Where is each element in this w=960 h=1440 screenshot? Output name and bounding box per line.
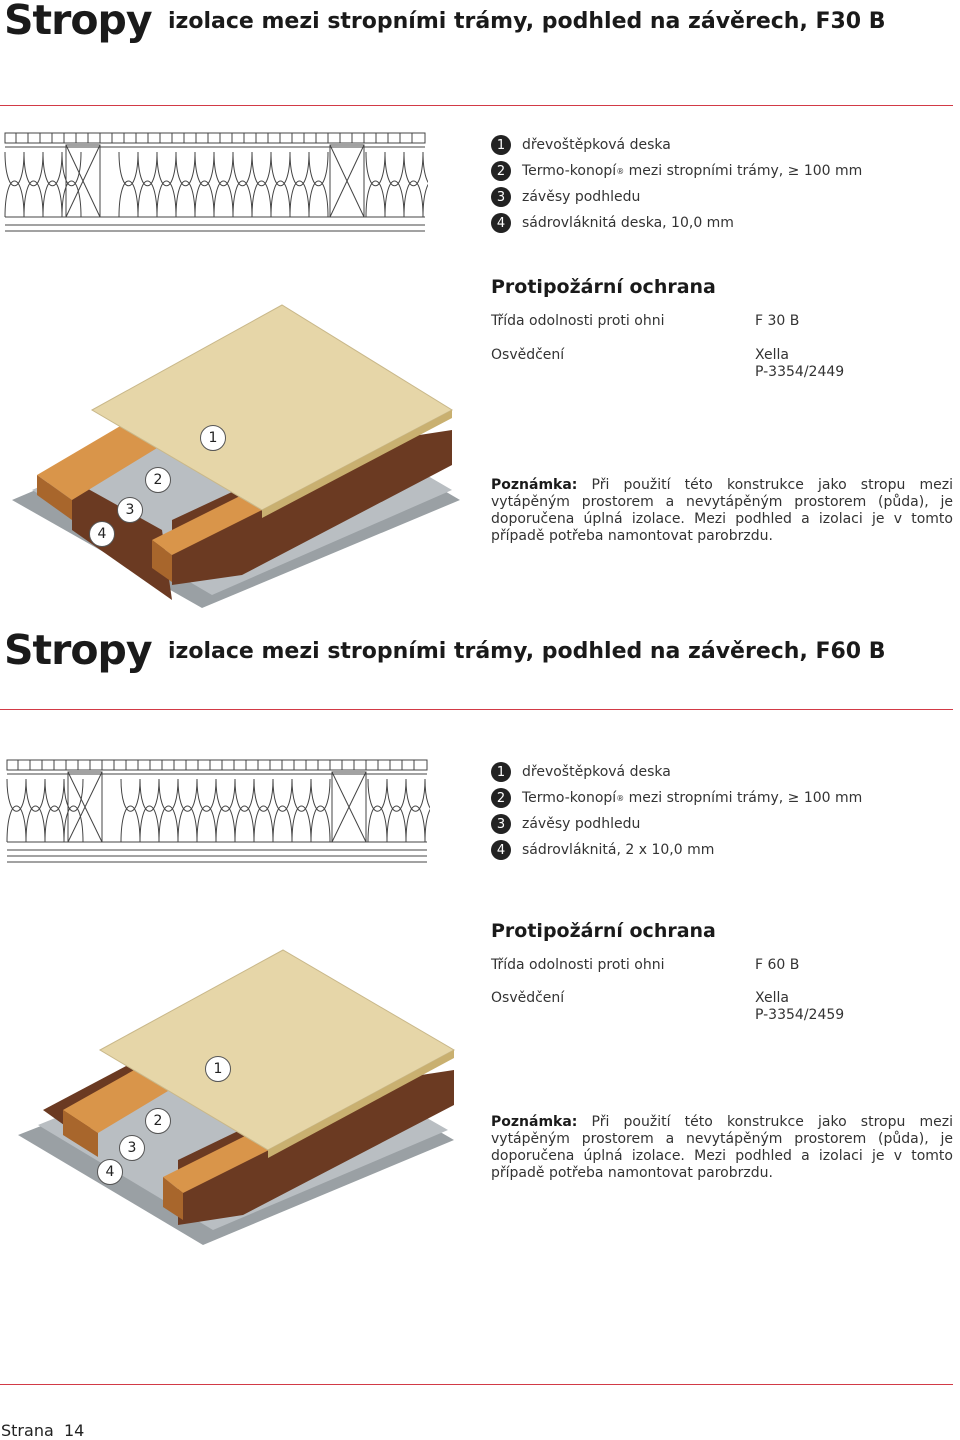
- fire-class-value: F 30 B: [755, 313, 800, 329]
- divider: [0, 709, 953, 710]
- number-badge: 1: [491, 762, 511, 782]
- callout-badge: 4: [89, 521, 115, 547]
- cross-section-drawing: [4, 132, 428, 234]
- note: Poznámka: Při použití této konstrukce jako stropu mezi vytápěným prostorem a nevytápěným prostorem (půda), je doporučena úplná izolace. Mezi podhled a izolaci je v tomto případě potřeba namontovat parobrzdu.: [491, 477, 953, 544]
- certificate-label: Osvědčení: [491, 990, 565, 1006]
- callout-badge: 1: [200, 425, 226, 451]
- callout-badge: 2: [145, 467, 171, 493]
- legend-item: 3 závěsy podhledu: [491, 184, 862, 210]
- page-footer: Strana 14: [1, 1421, 85, 1440]
- divider: [0, 105, 953, 106]
- number-badge: 4: [491, 840, 511, 860]
- divider: [0, 1384, 953, 1385]
- fire-class-label: Třída odolnosti proti ohni: [491, 313, 665, 329]
- legend-item: 1 dřevoštěpková deska: [491, 759, 862, 785]
- callout-badge: 4: [97, 1159, 123, 1185]
- section-heading: Stropy: [4, 0, 152, 44]
- section-subtitle: izolace mezi stropními trámy, podhled na závěrech, F60 B: [168, 639, 886, 664]
- legend-item: 1 dřevoštěpková deska: [491, 132, 862, 158]
- legend-item: 4 sádrovláknitá, 2 x 10,0 mm: [491, 837, 862, 863]
- cross-section-drawing: [6, 759, 430, 865]
- section-subtitle: izolace mezi stropními trámy, podhled na závěrech, F30 B: [168, 9, 886, 34]
- fire-protection-title: Protipožární ochrana: [491, 920, 716, 942]
- callout-badge: 3: [117, 497, 143, 523]
- fire-class-label: Třída odolnosti proti ohni: [491, 957, 665, 973]
- number-badge: 2: [491, 788, 511, 808]
- number-badge: 3: [491, 187, 511, 207]
- legend-item: 2 Termo-konopí ® mezi stropními trámy, ≥ 100 mm: [491, 158, 862, 184]
- isometric-illustration: [12, 300, 462, 610]
- fire-protection-title: Protipožární ochrana: [491, 276, 716, 298]
- callout-badge: 3: [119, 1135, 145, 1161]
- callout-badge: 1: [205, 1056, 231, 1082]
- callout-badge: 2: [145, 1108, 171, 1134]
- certificate-number: P-3354/2459: [755, 1007, 845, 1023]
- legend-item: 4 sádrovláknitá deska, 10,0 mm: [491, 210, 862, 236]
- number-badge: 3: [491, 814, 511, 834]
- certificate-number: P-3354/2449: [755, 364, 845, 380]
- number-badge: 1: [491, 135, 511, 155]
- certificate-value: Xella: [755, 347, 789, 363]
- fire-class-value: F 60 B: [755, 957, 800, 973]
- number-badge: 2: [491, 161, 511, 181]
- note: Poznámka: Při použití této konstrukce jako stropu mezi vytápěným prostorem a nevytápěným prostorem (půda), je doporučena úplná izolace. Mezi podhled a izolaci je v tomto případě potřeba namontovat parobrzdu.: [491, 1114, 953, 1181]
- certificate-value: Xella: [755, 990, 789, 1006]
- certificate-label: Osvědčení: [491, 347, 565, 363]
- legend-item: 2 Termo-konopí ® mezi stropními trámy, ≥ 100 mm: [491, 785, 862, 811]
- number-badge: 4: [491, 213, 511, 233]
- page-number: 14: [63, 1421, 85, 1440]
- section-heading: Stropy: [4, 626, 152, 674]
- isometric-illustration: [18, 945, 458, 1250]
- legend-item: 3 závěsy podhledu: [491, 811, 862, 837]
